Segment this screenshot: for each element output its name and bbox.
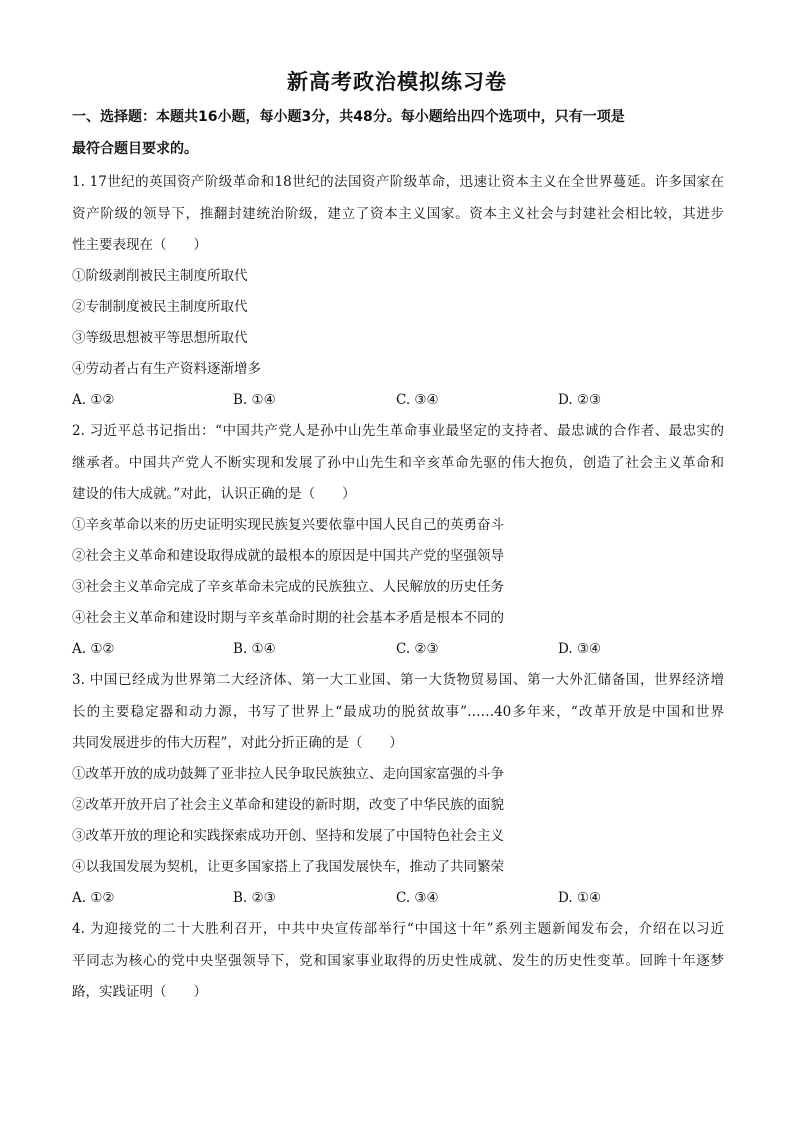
statement-option: ③社会主义革命完成了辛亥革命未完成的民族独立、人民解放的历史任务 <box>72 579 504 595</box>
question-stem-line: 长的主要稳定器和动力源，书写了世界上“最成功的脱贫故事”……40多年来，“改革开放是中国和世界 <box>72 704 724 720</box>
section-heading-line-2: 最符合题目要求的。 <box>72 141 198 157</box>
question-stem-line: 路，实践证明（ ） <box>72 984 207 1000</box>
question-stem-line: 建设的伟大成就。”对此，认识正确的是（ ） <box>72 486 356 502</box>
question-stem-line: 性主要表现在（ ） <box>72 237 207 253</box>
statement-option: ①辛亥革命以来的历史证明实现民族复兴要依靠中国人民自己的英勇奋斗 <box>72 517 504 533</box>
choice-d: D. ①④ <box>558 890 602 906</box>
question-stem-line: 平同志为核心的党中央坚强领导下，党和国家事业取得的历史性成就、发生的历史性变革。回眸十年逐梦 <box>72 953 724 969</box>
statement-option: ③改革开放的理论和实践探索成功开创、坚持和发展了中国特色社会主义 <box>72 828 504 844</box>
question-stem-line: 4. 为迎接党的二十大胜利召开，中共中央宣传部举行“中国这十年”系列主题新闻发布会，介绍在以习近 <box>72 921 724 937</box>
question-stem-line: 资产阶级的领导下，推翻封建统治阶级，建立了资本主义国家。资本主义社会与封建社会相比较，其进步 <box>72 206 724 222</box>
choice-a: A. ①② <box>72 890 115 906</box>
section-heading-line-1: 一、选择题：本题共16小题，每小题3分，共48分。每小题给出四个选项中，只有一项是 <box>72 109 625 125</box>
choice-b: B. ①④ <box>233 392 276 408</box>
question-stem-line: 继承者。中国共产党人不断实现和发展了孙中山先生和辛亥革命先驱的伟大抱负，创造了社会主义革命和 <box>72 455 724 471</box>
answer-choices <box>72 639 724 659</box>
statement-option: ①改革开放的成功鼓舞了亚非拉人民争取民族独立、走向国家富强的斗争 <box>72 766 504 782</box>
statement-option: ③等级思想被平等思想所取代 <box>72 330 248 346</box>
answer-choices <box>72 390 724 410</box>
statement-option: ④劳动者占有生产资料逐渐增多 <box>72 361 261 377</box>
statement-option: ②改革开放开启了社会主义革命和建设的新时期，改变了中华民族的面貌 <box>72 797 504 813</box>
choice-a: A. ①② <box>72 641 115 657</box>
statement-option: ④以我国发展为契机，让更多国家搭上了我国发展快车，推动了共同繁荣 <box>72 859 504 875</box>
choice-a: A. ①② <box>72 392 115 408</box>
choice-d: D. ③④ <box>558 641 602 657</box>
statement-option: ①阶级剥削被民主制度所取代 <box>72 268 248 284</box>
choice-c: C. ③④ <box>396 392 439 408</box>
page-title: 新高考政治模拟练习卷 <box>287 70 507 94</box>
choice-d: D. ②③ <box>558 392 602 408</box>
choice-c: C. ②③ <box>396 641 439 657</box>
choice-c: C. ③④ <box>396 890 439 906</box>
question-stem-line: 3. 中国已经成为世界第二大经济体、第一大工业国、第一大货物贸易国、第一大外汇储备国，世界经济增 <box>72 672 724 688</box>
statement-option: ④社会主义革命和建设时期与辛亥革命时期的社会基本矛盾是根本不同的 <box>72 610 504 626</box>
question-stem-line: 2. 习近平总书记指出：“中国共产党人是孙中山先生革命事业最坚定的支持者、最忠诚的合作者、最忠实的 <box>72 423 724 439</box>
statement-option: ②社会主义革命和建设取得成就的最根本的原因是中国共产党的坚强领导 <box>72 548 504 564</box>
statement-option: ②专制制度被民主制度所取代 <box>72 299 248 315</box>
choice-b: B. ①④ <box>233 641 276 657</box>
answer-choices <box>72 888 724 908</box>
choice-b: B. ②③ <box>233 890 276 906</box>
question-stem-line: 1. 17世纪的英国资产阶级革命和18世纪的法国资产阶级革命，迅速让资本主义在全世界蔓延。许多国家在 <box>72 174 724 190</box>
question-stem-line: 共同发展进步的伟大历程”，对此分折正确的是（ ） <box>72 735 403 751</box>
